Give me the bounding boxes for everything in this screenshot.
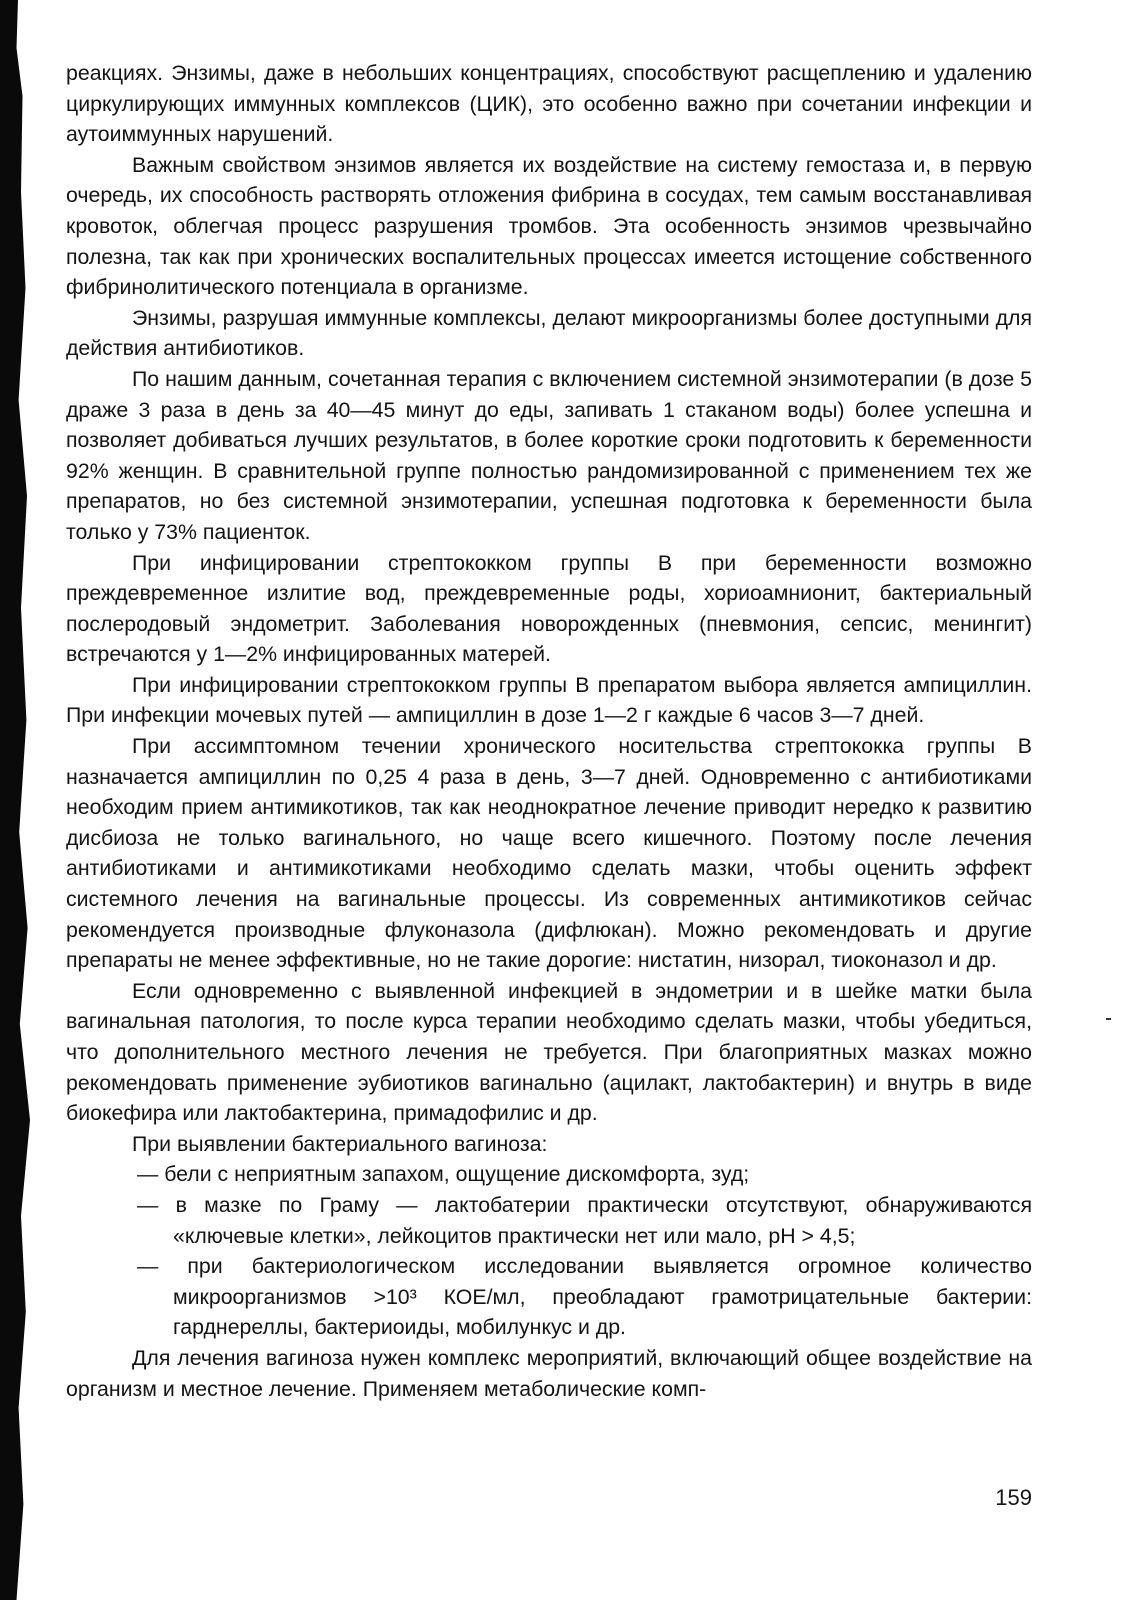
paragraph-6: При инфицировании стрептококком группы В препаратом выбора является ампициллин. При инфекции мочевых путей — ампициллин в дозе 1—2 г каждые 6 часов 3—7 дней. [66, 672, 1032, 728]
list-item-1: — бели с неприятным запахом, ощущение дискомфорта, зуд; [137, 1162, 750, 1187]
paragraph-8: Если одновременно с выявленной инфекцией в эндометрии и в шейке матки была вагинальная патология, то после курса терапии необходимо сделать мазки, чтобы убедиться, что дополнительного местного лечения не требуется. При благоприятных мазках можно рекомендовать применение эубиотиков вагинально (ацилакт, лактобактерин) и внутрь в виде биокефира или лактобактерина, примадофилис и др. [66, 978, 1032, 1126]
page-number: 159 [995, 1485, 1032, 1510]
paragraph-3: Энзимы, разрушая иммунные комплексы, делают микроорганизмы более доступными для действия антибиотиков. [66, 305, 1032, 361]
scan-mark [1106, 1018, 1111, 1020]
list-item-3: — при бактериологическом исследовании выявляется огромное количество микроорганизмов >10³ КОЕ/мл, преобладают грамотрицательные бактерии: гарднереллы, бактериоиды, мобилункус и др. [137, 1254, 1032, 1340]
list-item-2: — в мазке по Граму — лактобатерии практически отсутствуют, обнаруживаются «ключевые клетки», лейкоцитов практически нет или мало, рН > 4,5; [137, 1192, 1032, 1248]
paragraph-2: Важным свойством энзимов является их воздействие на систему гемостаза и, в первую очередь, их способность растворять отложения фибрина в сосудах, тем самым восстанавливая кровоток, облегчая процесс разрушения тромбов. Эта особенность энзимов чрезвычайно полезна, так как при хронических воспалительных процессах имеется истощение собственного фибринолитического потенциала в организме. [66, 152, 1032, 300]
paragraph-5: При инфицировании стрептококком группы В при беременности возможно преждевременное излитие вод, преждевременные роды, хориоамнионит, бактериальный послеродовый эндометрит. Заболевания новорожденных (пневмония, сепсис, менингит) встречаются у 1—2% инфицированных матерей. [66, 550, 1032, 667]
paragraph-4: По нашим данным, сочетанная терапия с включением системной энзимотерапии (в дозе 5 драже 3 раза в день за 40—45 минут до еды, запивать 1 стаканом воды) более успешна и позволяет добиваться лучших результатов, в более короткие сроки подготовить к беременности 92% женщин. В сравнительной группе полностью рандомизированной с применением тех же препаратов, но без системной энзимотерапии, успешная подготовка к беременности была только у 73% пациенток. [66, 366, 1032, 544]
paragraph-9: При выявлении бактериального вагиноза: [132, 1131, 548, 1156]
paragraph-7: При ассимптомном течении хронического носительства стрептококка группы В назначается ампициллин по 0,25 4 раза в день, 3—7 дней. Одновременно с антибиотиками необходим прием антимикотиков, так как неоднократное лечение приводит нередко к развитию дисбиоза не только вагинального, но чаще всего кишечного. Поэтому после лечения антибиотиками и антимикотиками необходимо сделать мазки, чтобы оценить эффект системного лечения на вагинальные процессы. Из современных антимикотиков сейчас рекомендуется производные флуконазола (дифлюкан). Можно рекомендовать и другие препараты не менее эффективные, но не такие дорогие: нистатин, низорал, тиоконазол и др. [66, 734, 1032, 973]
page-body [66, 58, 1032, 1404]
paragraph-1: реакциях. Энзимы, даже в небольших концентрациях, способствуют расщеплению и удалению циркулирующих иммунных комплексов (ЦИК), это особенно важно при сочетании инфекции и аутоиммунных нарушений. [66, 61, 1032, 147]
paragraph-10: Для лечения вагиноза нужен комплекс мероприятий, включающий общее воздействие на организм и местное лечение. Применяем метаболические комп- [66, 1345, 1032, 1401]
scan-edge-shadow [0, 0, 30, 1600]
